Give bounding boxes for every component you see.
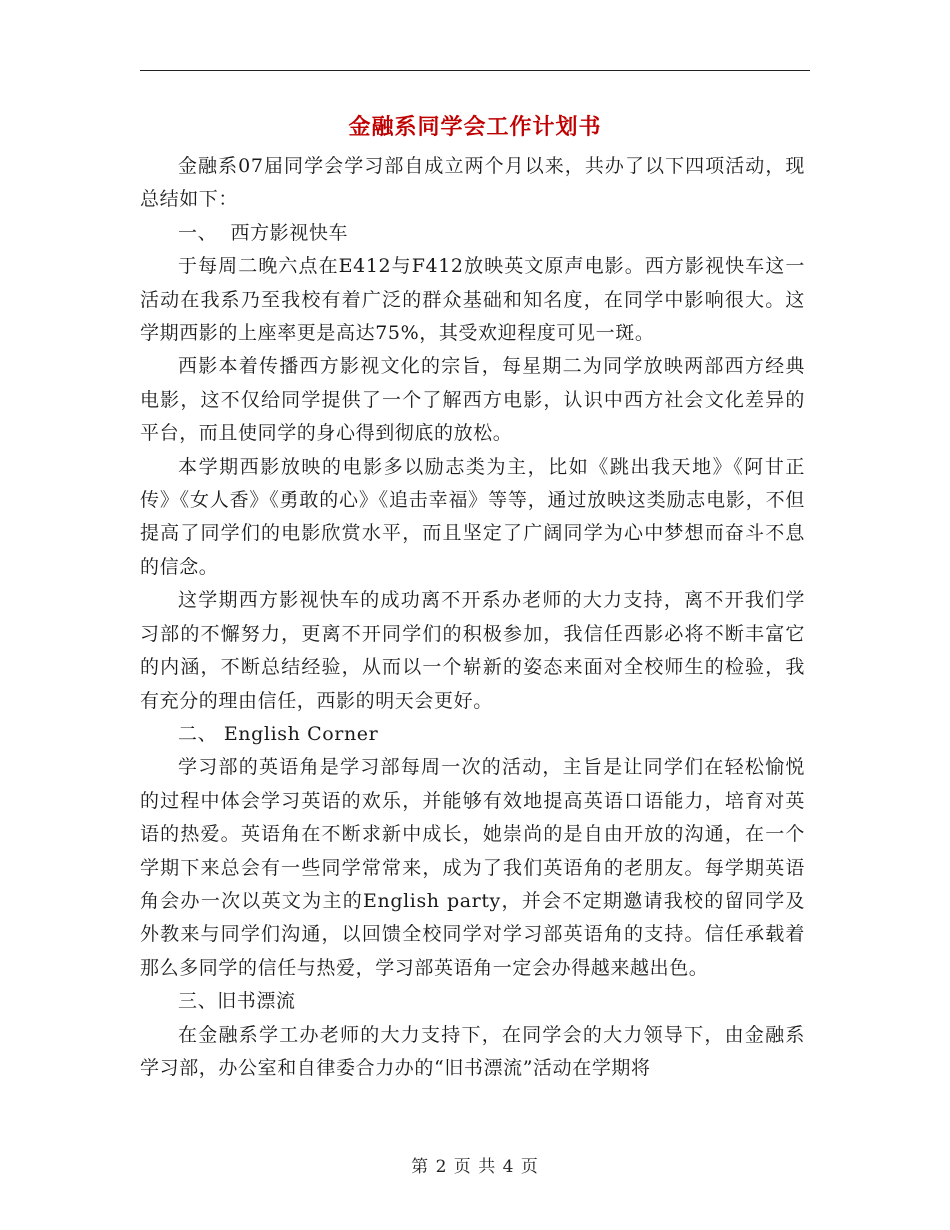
body-paragraph: 西影本着传播西方影视文化的宗旨，每星期二为同学放映两部西方经典电影，这不仅给同学提供了一个了解西方电影，认识中西方社会文化差异的平台，而且使同学的身心得到彻底的放松。 xyxy=(140,355,805,445)
section-heading-english-corner: 二、 English Corner xyxy=(178,722,379,745)
body-paragraph: 学习部的英语角是学习部每周一次的活动，主旨是让同学们在轻松愉悦的过程中体会学习英语的欢乐，并能够有效地提高英语口语能力，培育对英语的热爱。英语角在不断求新中成长，她崇尚的是自由开放的沟通，在一个学期下来总会有一些同学常常来，成为了我们英语角的老朋友。每学期英语角会办一次以英文为主的English party，并会不定期邀请我校的留同学及外教来与同学们沟通，以回馈全校同学对学习部英语角的支持。信任承载着那么多同学的信任与热爱，学习部英语角一定会办得越来越出色。 xyxy=(140,756,805,979)
document-title: 金融系同学会工作计划书 xyxy=(348,114,602,140)
section-heading-book-drift: 三、旧书漂流 xyxy=(178,990,296,1013)
document-body xyxy=(140,150,805,1085)
header-rule xyxy=(140,70,810,71)
body-paragraph: 这学期西方影视快车的成功离不开系办老师的大力支持，离不开我们学习部的不懈努力，更离不开同学们的积极参加，我信任西影必将不断丰富它的内涵，不断总结经验，从而以一个崭新的姿态来面对全校师生的检验，我有充分的理由信任，西影的明天会更好。 xyxy=(140,589,805,712)
section-heading-western-film: 一、 西方影视快车 xyxy=(178,221,349,244)
intro-paragraph: 金融系07届同学会学习部自成立两个月以来，共办了以下四项活动，现总结如下： xyxy=(140,155,805,211)
body-paragraph: 本学期西影放映的电影多以励志类为主，比如《跳出我天地》《阿甘正传》《女人香》《勇敢的心》《追击幸福》等等，通过放映这类励志电影，不但提高了同学们的电影欣赏水平，而且坚定了广阔同学为心中梦想而奋斗不息的信念。 xyxy=(140,455,805,578)
page-number: 第 2 页 共 4 页 xyxy=(411,1157,539,1177)
body-paragraph: 在金融系学工办老师的大力支持下，在同学会的大力领导下，由金融系学习部，办公室和自律委合力办的“旧书漂流”活动在学期将 xyxy=(140,1023,805,1079)
body-paragraph: 于每周二晚六点在E412与F412放映英文原声电影。西方影视快车这一活动在我系乃至我校有着广泛的群众基础和知名度，在同学中影响很大。这学期西影的上座率更是高达75%，其受欢迎程度可见一斑。 xyxy=(140,255,805,345)
